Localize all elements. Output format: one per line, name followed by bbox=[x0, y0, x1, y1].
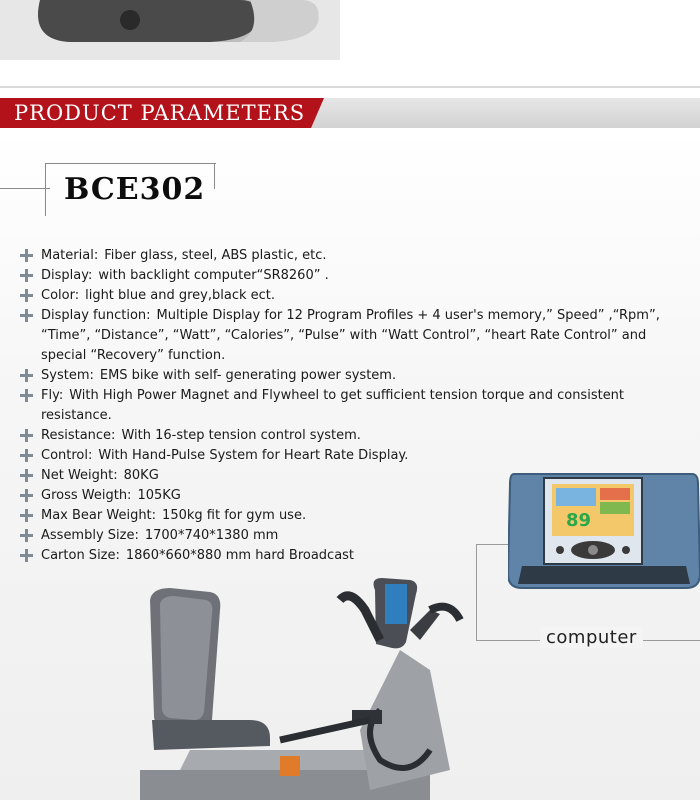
spec-value: 150kg fit for gym use. bbox=[162, 508, 307, 523]
spec-value: 1700*740*1380 mm bbox=[144, 528, 279, 543]
spec-item-material bbox=[20, 246, 660, 266]
spec-label: Display function: bbox=[41, 308, 151, 323]
spec-label: Max Bear Weight: bbox=[41, 508, 157, 523]
spec-value: With 16-step tension control system. bbox=[121, 428, 361, 443]
spec-label: Carton Size: bbox=[41, 548, 120, 563]
spec-label: Fly: bbox=[41, 388, 64, 403]
spec-value: EMS bike with self- generating power system. bbox=[99, 368, 397, 383]
section-title: PRODUCT PARAMETERS bbox=[14, 101, 306, 125]
computer-label: computer bbox=[540, 627, 643, 648]
armrest-image bbox=[0, 0, 340, 60]
model-name: BCE302 bbox=[64, 172, 206, 207]
spec-label: Assembly Size: bbox=[41, 528, 139, 543]
plus-icon bbox=[20, 309, 33, 322]
recumbent-bike-image bbox=[130, 570, 570, 800]
plus-icon bbox=[20, 369, 33, 382]
spec-label: Control: bbox=[41, 448, 93, 463]
spec-label: System: bbox=[41, 368, 94, 383]
model-title-line bbox=[0, 188, 50, 189]
plus-icon bbox=[20, 529, 33, 542]
plus-icon bbox=[20, 509, 33, 522]
spec-item-color bbox=[20, 286, 660, 306]
section-divider bbox=[0, 86, 700, 88]
plus-icon bbox=[20, 389, 33, 402]
spec-value: 80KG bbox=[123, 468, 159, 483]
model-title-frame-right bbox=[214, 163, 215, 189]
plus-icon bbox=[20, 249, 33, 262]
spec-item-resistance bbox=[20, 426, 660, 446]
plus-icon bbox=[20, 269, 33, 282]
spec-value: With High Power Magnet and Flywheel to get sufficient tension torque and consistent resistance. bbox=[41, 388, 625, 423]
spec-label: Gross Weigth: bbox=[41, 488, 132, 503]
spec-label: Resistance: bbox=[41, 428, 116, 443]
plus-icon bbox=[20, 549, 33, 562]
spec-value: Fiber glass, steel, ABS plastic, etc. bbox=[104, 248, 327, 263]
plus-icon bbox=[20, 429, 33, 442]
console-screen-number: 89 bbox=[566, 510, 592, 531]
recumbent-bike-illustration bbox=[130, 570, 570, 800]
plus-icon bbox=[20, 449, 33, 462]
spec-label: Material: bbox=[41, 248, 99, 263]
spec-value: With Hand-Pulse System for Heart Rate Display. bbox=[98, 448, 409, 463]
plus-icon bbox=[20, 489, 33, 502]
top-product-photo bbox=[0, 0, 340, 60]
spec-value: 105KG bbox=[137, 488, 181, 503]
spec-item-control bbox=[20, 446, 660, 466]
spec-label: Display: bbox=[41, 268, 93, 283]
spec-item-fly bbox=[20, 386, 660, 426]
spec-item-display-function bbox=[20, 306, 660, 366]
spec-value: with backlight computer“SR8260” . bbox=[98, 268, 329, 283]
spec-value: Multiple Display for 12 Program Profiles + 4 user's memory,” Speed” ,“Rpm”, “Time”, “Distance”, “Watt”, “Calories”, “Pulse” with “Watt Control”, “heart Rate Control” and special “Recovery” function. bbox=[41, 308, 660, 363]
plus-icon bbox=[20, 289, 33, 302]
spec-label: Net Weight: bbox=[41, 468, 118, 483]
spec-label: Color: bbox=[41, 288, 80, 303]
plus-icon bbox=[20, 469, 33, 482]
spec-value: 1860*660*880 mm hard Broadcast bbox=[125, 548, 355, 563]
spec-value: light blue and grey,black ect. bbox=[85, 288, 276, 303]
spec-item-display bbox=[20, 266, 660, 286]
spec-item-system bbox=[20, 366, 660, 386]
